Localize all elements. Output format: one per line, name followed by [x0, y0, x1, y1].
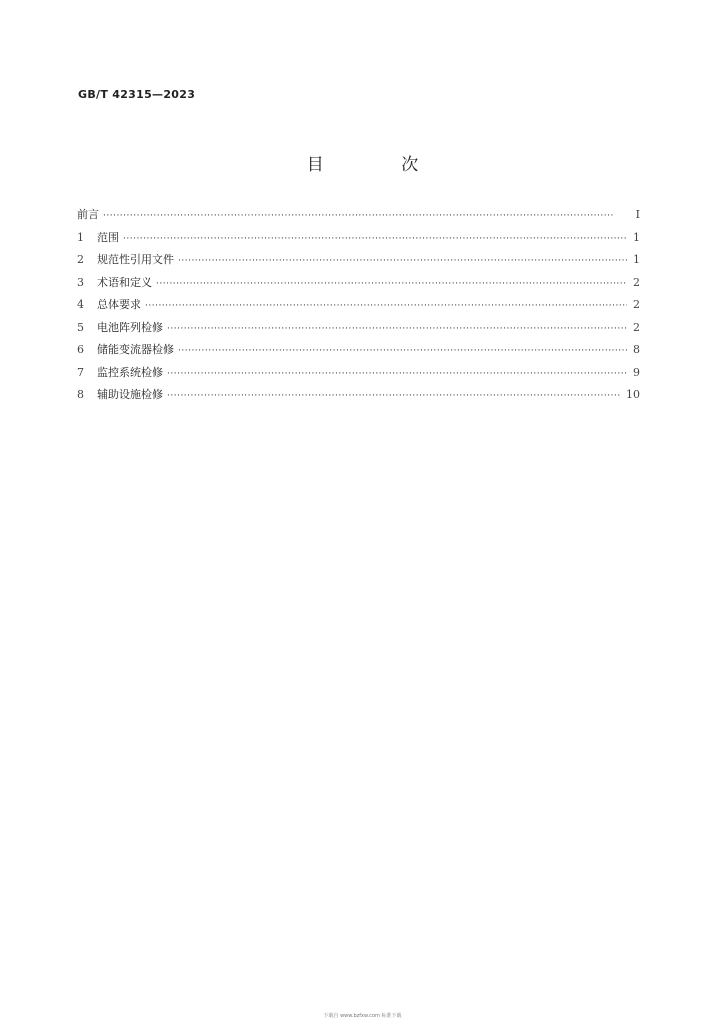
toc-entry-page: 1 [633, 253, 640, 266]
toc-entry-label: 前言 [77, 208, 99, 221]
toc-entry-page: 2 [633, 275, 640, 289]
toc-entry-number: 7 [77, 365, 84, 379]
toc-entry-label: 总体要求 [97, 298, 141, 311]
toc-entry-page: 8 [633, 343, 640, 356]
toc-entry-label: 规范性引用文件 [97, 253, 174, 266]
toc-entry-page: 9 [633, 365, 640, 379]
toc-entry-pcs[interactable] [77, 341, 640, 364]
toc-entry-scope[interactable] [77, 229, 640, 252]
leader-dots [178, 346, 627, 356]
leader-dots [103, 211, 630, 221]
toc-entry-number: 5 [77, 320, 84, 334]
toc-entry-page: 1 [633, 230, 640, 244]
toc-entry-number: 8 [77, 388, 84, 401]
leader-dots [145, 301, 627, 311]
toc-entry-battery-array[interactable] [77, 319, 640, 342]
toc-entry-page: 2 [633, 298, 640, 311]
leader-dots [123, 234, 627, 244]
toc-entry-label: 范围 [97, 230, 119, 244]
standard-code: GB/T 42315—2023 [78, 88, 196, 101]
toc-entry-label: 辅助设施检修 [97, 388, 163, 401]
toc-entry-page: 2 [633, 320, 640, 334]
toc-entry-number: 2 [77, 253, 84, 266]
toc-entry-label: 电池阵列检修 [97, 320, 163, 334]
footer-watermark: 下载自 www.bzfxw.com 标准下载 [323, 1013, 402, 1019]
toc-entry-page: 10 [626, 388, 640, 401]
toc-title: 目 次 [306, 155, 455, 175]
leader-dots [167, 369, 627, 379]
toc-entry-label: 储能变流器检修 [97, 343, 174, 356]
leader-dots [167, 391, 620, 401]
leader-dots [178, 256, 627, 266]
toc-entry-label: 监控系统检修 [97, 365, 163, 379]
toc-entry-normative-references[interactable] [77, 251, 640, 274]
toc-entry-number: 4 [77, 298, 84, 311]
toc-entry-monitoring-system[interactable] [77, 364, 640, 387]
toc-entry-auxiliary-facilities[interactable] [77, 386, 640, 409]
toc-entry-number: 1 [77, 230, 84, 244]
toc-entry-page: Ⅰ [635, 208, 640, 221]
leader-dots [156, 279, 627, 289]
toc-entry-label: 术语和定义 [97, 275, 152, 289]
table-of-contents [77, 206, 640, 409]
toc-entry-number: 3 [77, 275, 84, 289]
leader-dots [167, 324, 627, 334]
toc-entry-number: 6 [77, 343, 84, 356]
toc-entry-foreword[interactable] [77, 206, 640, 229]
toc-entry-terms-definitions[interactable] [77, 274, 640, 297]
toc-entry-general-requirements[interactable] [77, 296, 640, 319]
